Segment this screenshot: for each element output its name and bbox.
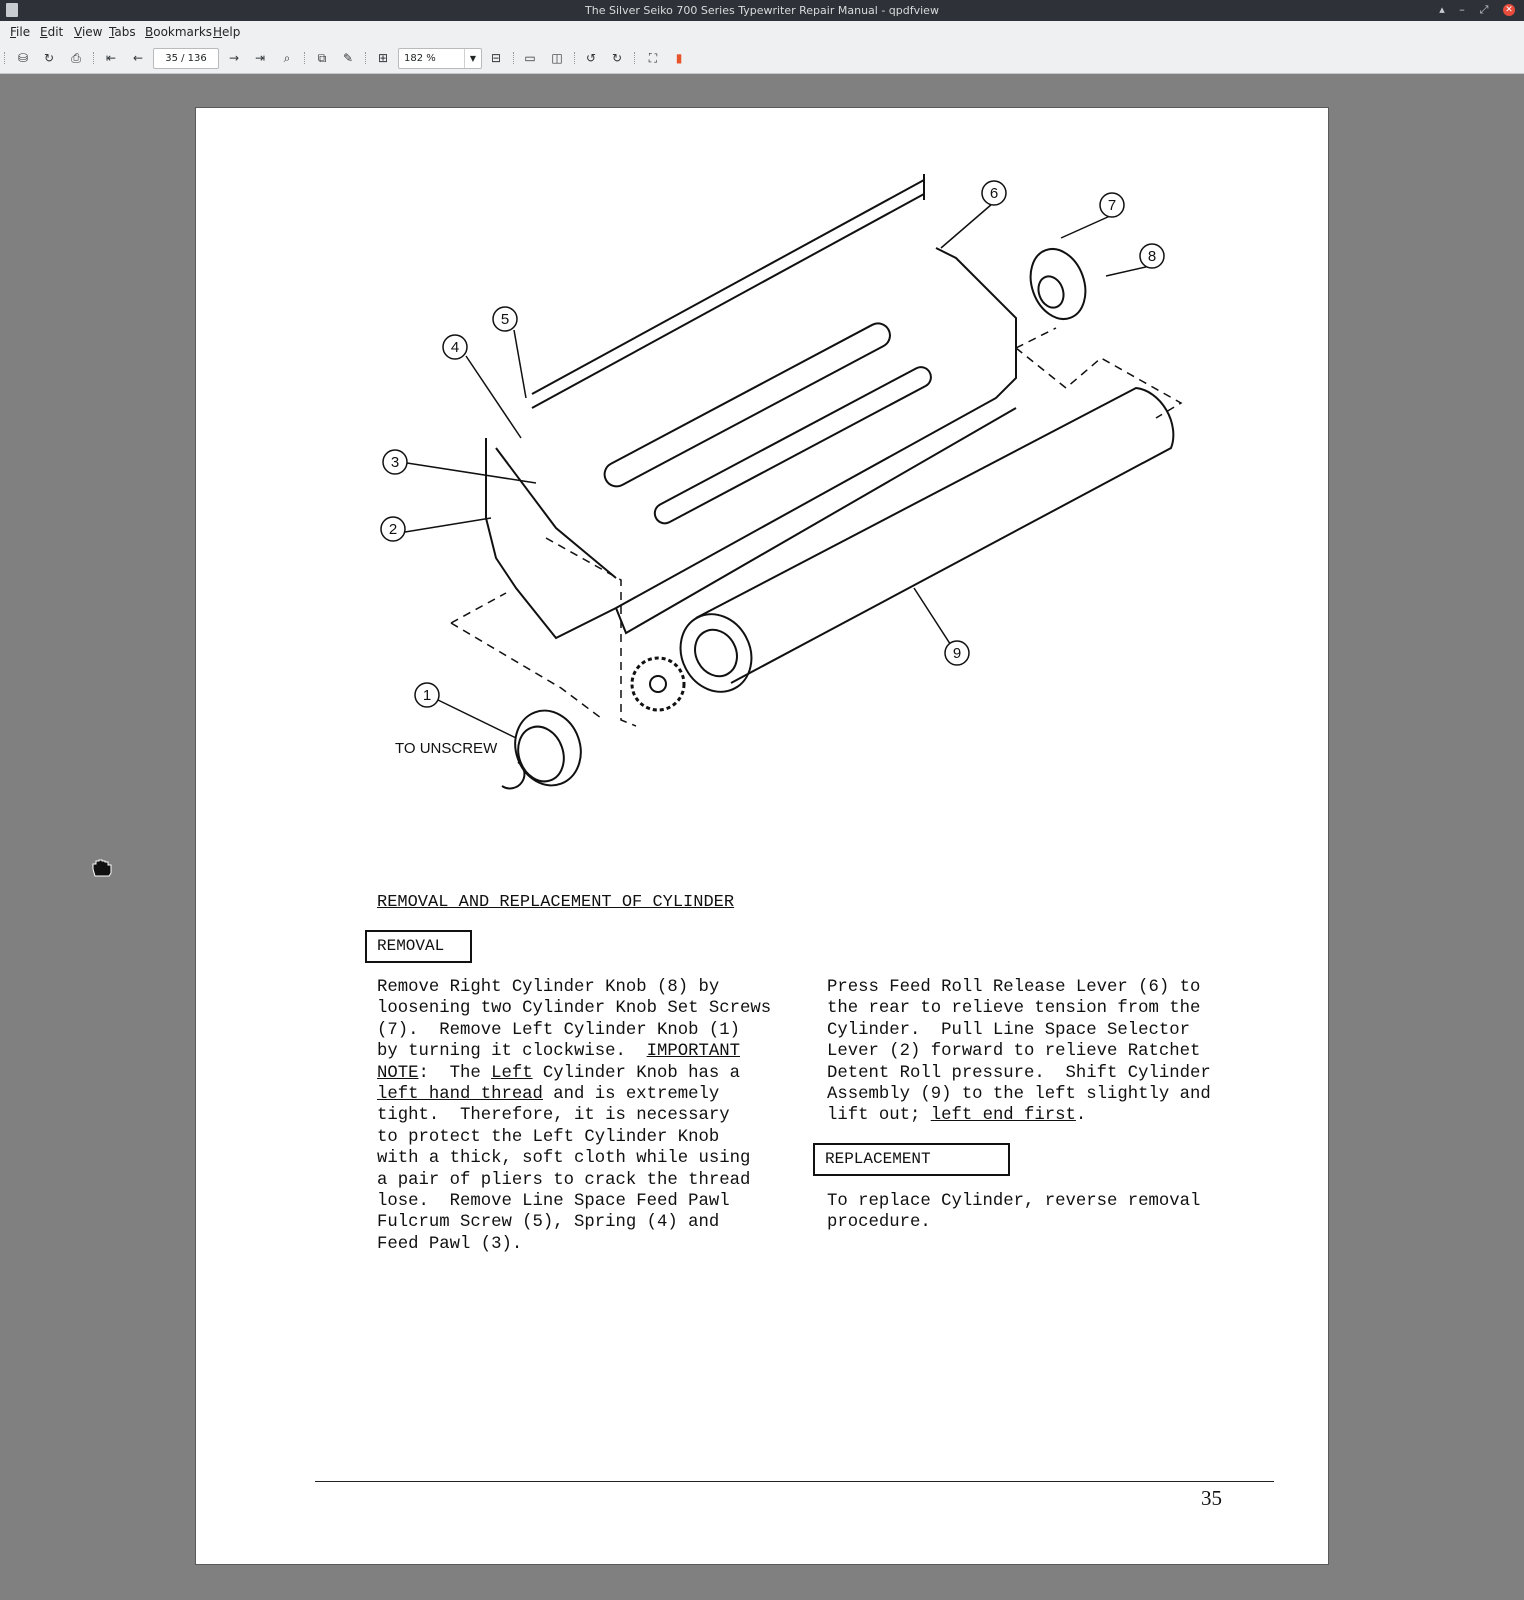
text-line: (7). Remove Left Cylinder Knob (1) — [377, 1020, 740, 1040]
text-line — [377, 1041, 771, 1062]
close-icon[interactable]: ✕ — [1503, 4, 1515, 16]
search-icon[interactable]: ⌕ — [283, 51, 291, 65]
rotate-left-icon[interactable]: ↺ — [585, 51, 597, 65]
replacement-label: REPLACEMENT — [813, 1143, 1010, 1176]
text-span: lift out; — [827, 1106, 931, 1126]
footer-rule — [315, 1481, 1274, 1482]
callout-1-label: 1 — [422, 687, 432, 704]
toolbar-separator — [304, 52, 307, 64]
removal-instructions — [377, 977, 771, 1255]
print-icon[interactable]: ⎙ — [71, 51, 81, 65]
text-line: Cylinder. Pull Line Space Selector — [827, 1020, 1190, 1040]
menu-help[interactable]: Help — [213, 25, 241, 39]
zoom-combobox[interactable] — [398, 48, 482, 69]
left-emphasis: Left — [491, 1063, 533, 1083]
first-page-icon[interactable]: ⇤ — [105, 51, 117, 65]
callout-2-label: 2 — [388, 521, 398, 538]
toolbar — [0, 43, 1524, 74]
callout-6-label: 6 — [989, 185, 999, 202]
text-line — [377, 1063, 771, 1084]
text-line: procedure. — [827, 1213, 931, 1233]
callout-5-label: 5 — [500, 311, 510, 328]
menu-view[interactable]: View — [74, 25, 103, 39]
text-span: . — [1075, 1106, 1087, 1126]
text-span: Cylinder Knob has a — [532, 1063, 740, 1083]
removal-label: REMOVAL — [365, 930, 472, 963]
toolbar-handle — [4, 52, 7, 64]
callout-8-label: 8 — [1147, 248, 1157, 265]
page-number-field[interactable]: 35 / 136 — [153, 48, 219, 69]
text-span: and is extremely — [542, 1085, 720, 1105]
text-line — [377, 1084, 771, 1105]
text-line: Assembly (9) to the left slightly and — [827, 1085, 1211, 1105]
callout-7-label: 7 — [1107, 197, 1117, 214]
copy-icon[interactable]: ⧉ — [317, 51, 327, 65]
rotate-right-icon[interactable]: ↻ — [611, 51, 623, 65]
callout-4-label: 4 — [450, 339, 460, 356]
maximize-icon[interactable]: ⤢ — [1479, 3, 1489, 16]
text-line: tight. Therefore, it is necessary — [377, 1106, 730, 1126]
page-number: 35 — [1201, 1486, 1222, 1510]
refresh-icon[interactable]: ↻ — [43, 51, 55, 65]
left-end-first-emphasis: left end first — [930, 1106, 1076, 1126]
callout-3-label: 3 — [390, 454, 400, 471]
toolbar-separator — [513, 52, 516, 64]
menu-file[interactable]: File — [10, 25, 31, 39]
toolbar-separator — [365, 52, 368, 64]
text-line: Lever (2) forward to relieve Ratchet — [827, 1042, 1201, 1062]
text-line: the rear to relieve tension from the — [827, 999, 1201, 1019]
diagram-caption: TO UNSCREW — [395, 740, 498, 757]
removal-instructions-continued — [827, 977, 1211, 1127]
text-line: lose. Remove Line Space Feed Pawl — [377, 1192, 730, 1212]
presentation-icon[interactable]: ▮ — [675, 51, 683, 65]
fullscreen-icon[interactable]: ⛶ — [648, 51, 658, 65]
text-line: Press Feed Roll Release Lever (6) to — [827, 978, 1201, 997]
replacement-instructions — [827, 1191, 1200, 1234]
window-title: The Silver Seiko 700 Series Typewriter Repair Manual - qpdfview — [585, 4, 939, 17]
text-line: loosening two Cylinder Knob Set Screws — [377, 999, 772, 1019]
zoom-out-icon[interactable]: ⊟ — [490, 51, 502, 65]
text-span: by turning it clockwise. — [377, 1042, 647, 1062]
callout-9-label: 9 — [952, 645, 962, 662]
minimize-icon[interactable]: – — [1459, 3, 1465, 16]
zoom-in-icon[interactable]: ⊞ — [377, 51, 389, 65]
zoom-value: 182 % — [404, 53, 436, 64]
left-hand-thread-emphasis: left hand thread — [377, 1085, 543, 1105]
text-line — [827, 1105, 1211, 1126]
attachment-icon[interactable]: ✎ — [342, 51, 354, 65]
text-line: Fulcrum Screw (5), Spring (4) and — [377, 1213, 720, 1233]
chevron-down-icon[interactable]: ▼ — [464, 49, 481, 68]
text-line: a pair of pliers to crack the thread — [377, 1170, 751, 1190]
document-page[interactable] — [195, 107, 1329, 1565]
section-heading: REMOVAL AND REPLACEMENT OF CYLINDER — [377, 893, 735, 912]
important-label: IMPORTANT — [646, 1042, 740, 1062]
previous-page-icon[interactable]: ← — [132, 51, 144, 65]
text-line: Detent Roll pressure. Shift Cylinder — [827, 1063, 1211, 1083]
toolbar-separator — [93, 52, 96, 64]
cylinder-exploded-diagram — [196, 108, 1328, 828]
menu-tabs[interactable]: Tabs — [109, 25, 136, 39]
menu-edit[interactable]: Edit — [40, 25, 64, 39]
hand-cursor-icon — [90, 857, 114, 877]
note-label: NOTE — [377, 1063, 419, 1083]
text-line: To replace Cylinder, reverse removal — [827, 1192, 1201, 1211]
open-icon[interactable]: ⛁ — [17, 51, 29, 65]
menu-bar — [0, 21, 1524, 43]
next-page-icon[interactable]: → — [228, 51, 240, 65]
keep-above-icon[interactable]: ▴ — [1439, 3, 1445, 16]
menu-bookmarks[interactable]: Bookmarks — [145, 25, 213, 39]
text-line: to protect the Left Cylinder Knob — [377, 1127, 720, 1147]
text-line: Remove Right Cylinder Knob (8) by — [377, 978, 720, 997]
two-pages-icon[interactable]: ◫ — [551, 51, 563, 65]
last-page-icon[interactable]: ⇥ — [254, 51, 266, 65]
text-line: Feed Pawl (3). — [377, 1234, 523, 1254]
text-span: : The — [418, 1063, 492, 1083]
title-bar — [0, 0, 1524, 21]
toolbar-separator — [574, 52, 577, 64]
single-page-icon[interactable]: ▭ — [524, 51, 536, 65]
text-line: with a thick, soft cloth while using — [377, 1149, 751, 1169]
toolbar-separator — [634, 52, 637, 64]
